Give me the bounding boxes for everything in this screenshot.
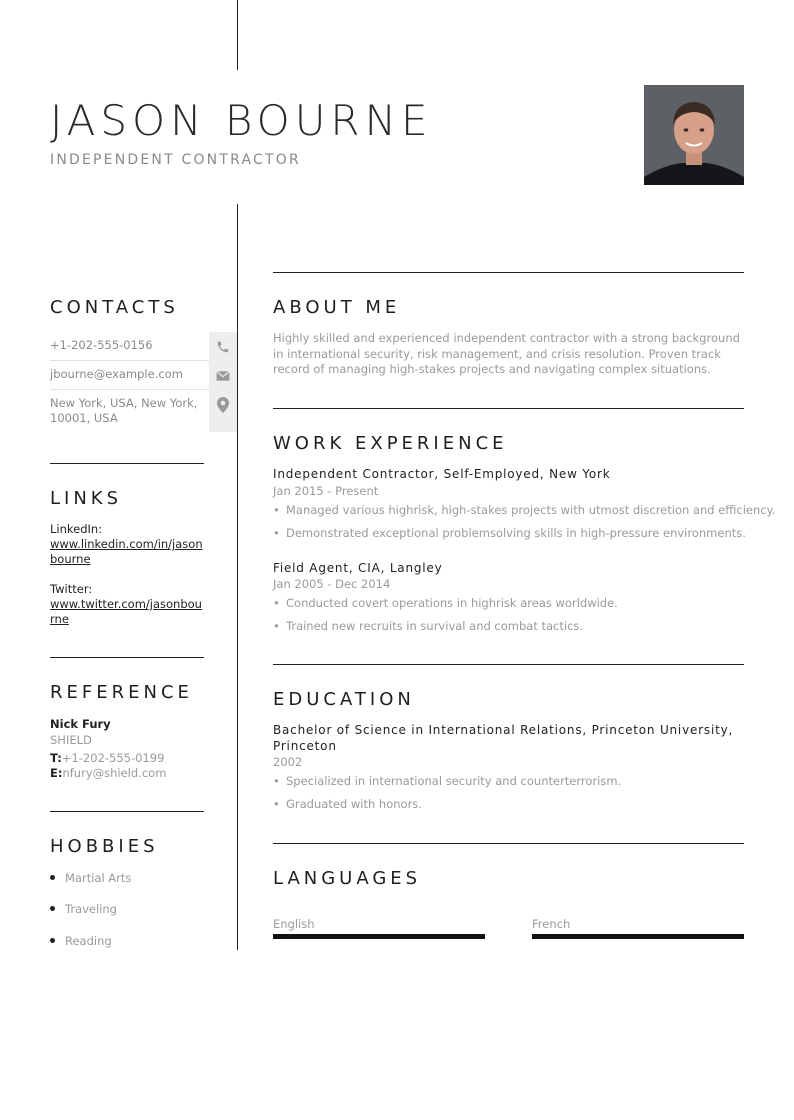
map-pin-icon <box>209 391 237 419</box>
reference-phone-value: +1-202-555-0199 <box>61 751 165 765</box>
hobby-label: Traveling <box>65 902 117 916</box>
language-level-fill <box>532 934 744 939</box>
job-bullet <box>273 503 776 517</box>
bullet-icon: • <box>273 526 280 540</box>
hobby-item <box>50 902 117 916</box>
job-bullet-text: Trained new recruits in survival and combat tactics. <box>286 619 584 633</box>
reference-phone <box>50 751 164 765</box>
section-divider <box>273 664 744 665</box>
bullet-icon: • <box>273 596 280 610</box>
language-level-bar <box>532 934 744 939</box>
linkedin-label: LinkedIn: <box>50 522 103 536</box>
bullet-icon: • <box>273 774 280 788</box>
section-divider <box>50 463 204 464</box>
job-bullet <box>273 526 744 540</box>
job-title: Field Agent, CIA, Langley <box>273 561 443 575</box>
bullet-icon: • <box>273 797 280 811</box>
reference-email-value[interactable]: nfury@shield.com <box>62 766 167 780</box>
education-year: 2002 <box>273 755 303 769</box>
contact-address: New York, USA, New York, 10001, USA <box>50 396 198 425</box>
languages-heading: LANGUAGES <box>273 868 422 889</box>
job-bullet-text: Conducted covert operations in highrisk areas worldwide. <box>286 596 618 610</box>
job-bullet <box>273 596 744 610</box>
bullet-icon <box>50 875 55 880</box>
contact-email[interactable]: jbourne@example.com <box>50 367 183 381</box>
education-bullet <box>273 774 744 788</box>
education-bullet <box>273 797 744 811</box>
linkedin-link[interactable]: www.linkedin.com/in/jasonbourne <box>50 537 203 566</box>
contact-separator <box>50 389 209 390</box>
hobby-label: Reading <box>65 934 112 948</box>
bullet-icon: • <box>273 619 280 633</box>
about-heading: ABOUT ME <box>273 297 401 318</box>
section-divider <box>273 843 744 844</box>
degree-title: Bachelor of Science in International Relations, Princeton University, Princeton <box>273 723 734 753</box>
vertical-divider <box>237 204 238 950</box>
job-bullet <box>273 619 744 633</box>
contact-phone: +1-202-555-0156 <box>50 338 153 352</box>
hobby-item <box>50 871 131 885</box>
job-dates: Jan 2005 - Dec 2014 <box>273 577 391 591</box>
hobby-item <box>50 934 112 948</box>
language-name: English <box>273 917 315 931</box>
job-title: Independent Contractor, Self-Employed, New York <box>273 467 611 481</box>
envelope-icon <box>209 362 237 390</box>
job-bullet-text: Demonstrated exceptional problemsolving skills in high-pressure environments. <box>286 526 746 540</box>
candidate-title: INDEPENDENT CONTRACTOR <box>50 152 301 168</box>
work-experience-heading: WORK EXPERIENCE <box>273 433 508 454</box>
vertical-divider-top <box>237 0 238 70</box>
hobby-label: Martial Arts <box>65 871 132 885</box>
phone-icon <box>209 333 237 361</box>
reference-email <box>50 766 166 780</box>
language-level-bar <box>273 934 485 939</box>
bullet-icon <box>50 906 55 911</box>
job-bullet-text: Managed various highrisk, high-stakes projects with utmost discretion and efficiency. <box>286 503 776 517</box>
links-heading: LINKS <box>50 488 123 509</box>
bullet-icon: • <box>273 503 280 517</box>
contact-separator <box>50 360 209 361</box>
twitter-label: Twitter: <box>50 582 93 596</box>
section-divider <box>50 811 204 812</box>
language-name: French <box>532 917 571 931</box>
bullet-icon <box>50 938 55 943</box>
section-divider <box>273 272 744 273</box>
education-bullet-text: Graduated with honors. <box>286 797 422 811</box>
section-divider <box>273 408 744 409</box>
twitter-link[interactable]: www.twitter.com/jasonbourne <box>50 597 202 626</box>
hobbies-heading: HOBBIES <box>50 836 159 857</box>
section-divider <box>50 657 204 658</box>
candidate-name: JASON BOURNE <box>50 96 433 145</box>
reference-name: Nick Fury <box>50 717 111 731</box>
education-bullet-text: Specialized in international security and counterterrorism. <box>286 774 622 788</box>
language-level-fill <box>273 934 485 939</box>
job-dates: Jan 2015 - Present <box>273 484 379 498</box>
reference-phone-label: T: <box>50 751 62 765</box>
education-heading: EDUCATION <box>273 689 415 710</box>
profile-photo <box>644 85 744 185</box>
about-text: Highly skilled and experienced independent contractor with a strong background in international security, risk management, and crisis resolution. Proven track record of managing high-stakes projects and navigating complex situations. <box>273 331 740 376</box>
reference-heading: REFERENCE <box>50 682 193 703</box>
reference-email-label: E: <box>50 766 63 780</box>
contacts-heading: CONTACTS <box>50 297 179 318</box>
reference-organization: SHIELD <box>50 733 92 747</box>
